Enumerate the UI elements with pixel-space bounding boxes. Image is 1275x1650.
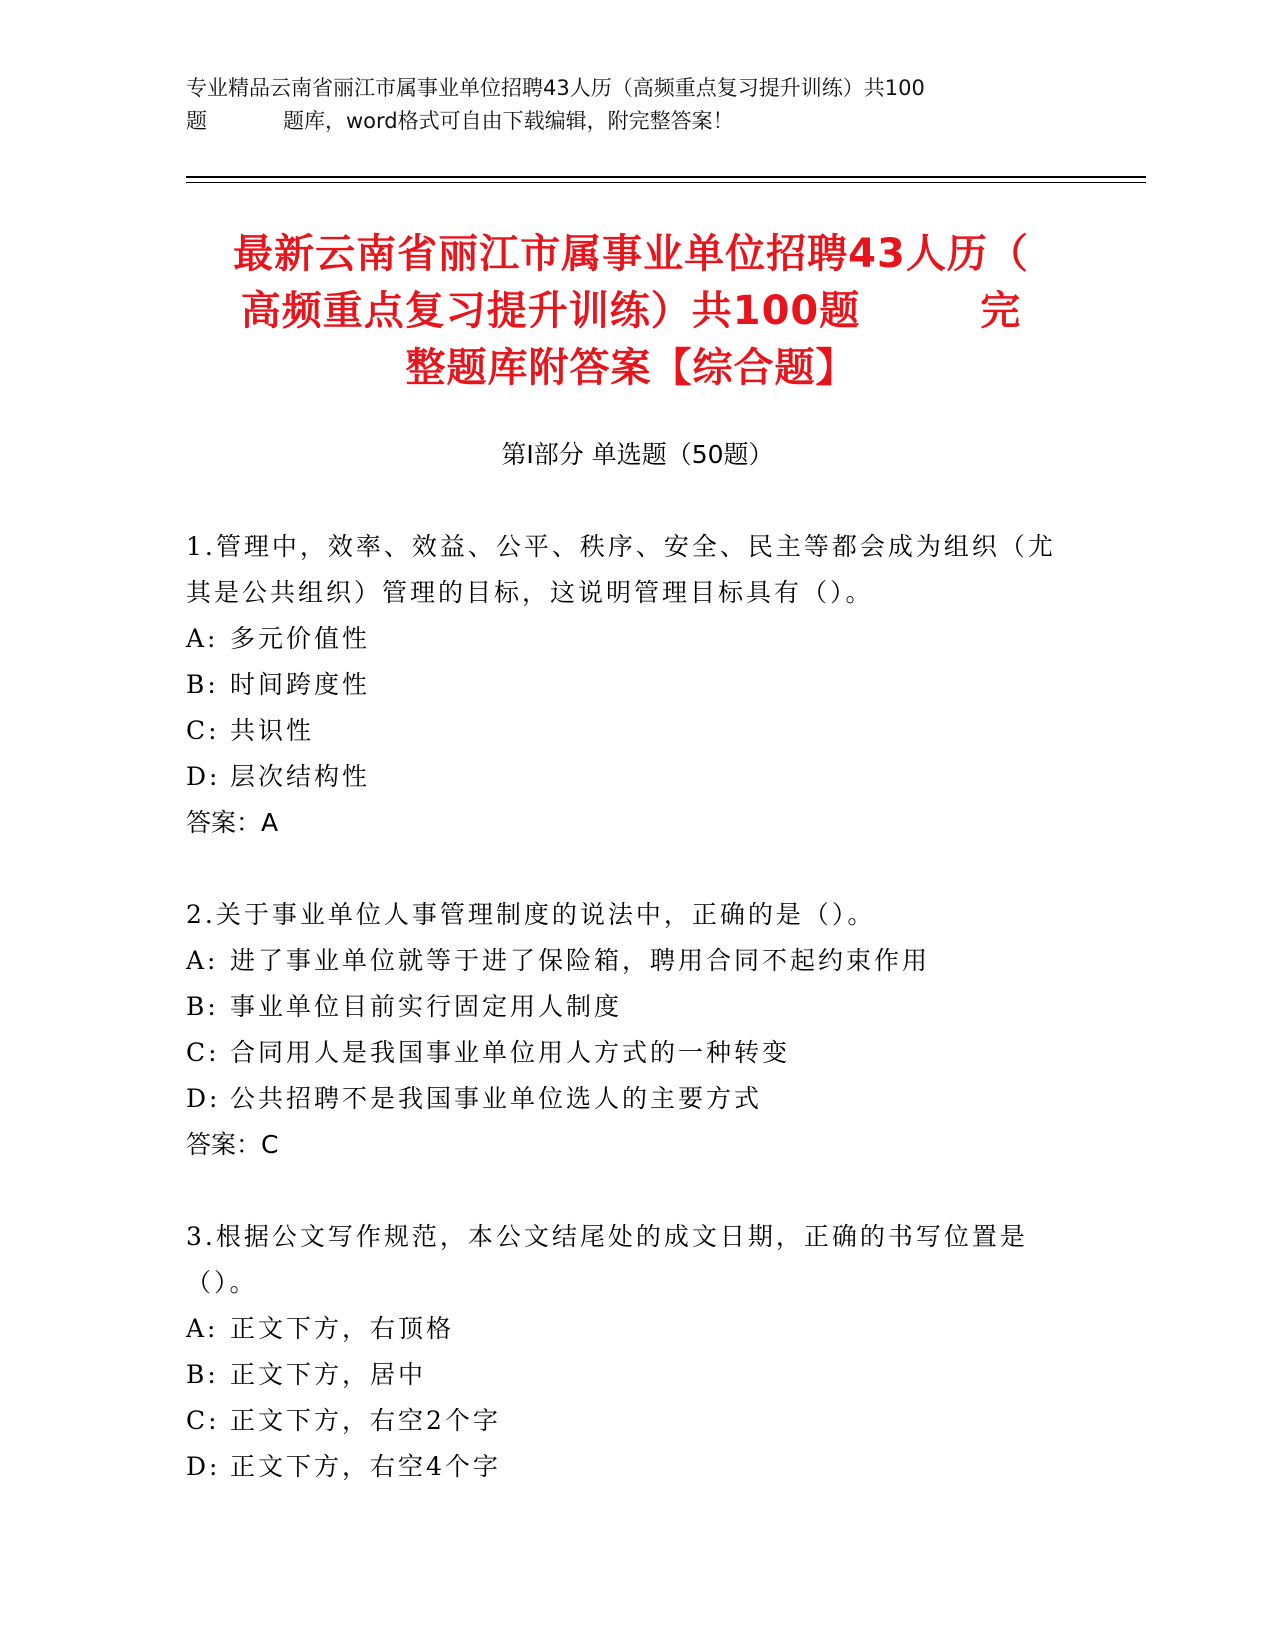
title-line-2 bbox=[186, 283, 1076, 340]
header-line-1: 专业精品云南省丽江市属事业单位招聘43人历（高频重点复习提升训练）共100 bbox=[186, 76, 925, 100]
question-list bbox=[186, 524, 1066, 1490]
option-text: 正文下方，右空2个字 bbox=[230, 1406, 501, 1435]
option-d bbox=[186, 754, 1066, 800]
option-letter: D: bbox=[186, 1452, 221, 1481]
option-b bbox=[186, 662, 1066, 708]
question-item bbox=[186, 524, 1066, 846]
option-text: 正文下方，右顶格 bbox=[230, 1314, 455, 1343]
header-line-2-left: 题 bbox=[186, 109, 207, 133]
option-letter: B: bbox=[186, 1360, 219, 1389]
title-line-2-right: 完 bbox=[980, 288, 1022, 334]
title-line-3: 整题库附答案【综合题】 bbox=[405, 345, 857, 391]
option-a bbox=[186, 616, 1066, 662]
option-letter: D: bbox=[186, 1084, 221, 1113]
question-item bbox=[186, 1214, 1066, 1490]
option-letter: B: bbox=[186, 992, 219, 1021]
option-text: 共识性 bbox=[230, 716, 315, 745]
option-text: 公共招聘不是我国事业单位选人的主要方式 bbox=[230, 1084, 763, 1113]
option-c bbox=[186, 1030, 1066, 1076]
option-b bbox=[186, 984, 1066, 1030]
header-line-2 bbox=[186, 105, 1066, 138]
header-rule-thick bbox=[186, 176, 1146, 178]
option-letter: D: bbox=[186, 762, 221, 791]
option-d bbox=[186, 1076, 1066, 1122]
option-c bbox=[186, 708, 1066, 754]
option-text: 正文下方，右空4个字 bbox=[230, 1452, 501, 1481]
option-c bbox=[186, 1398, 1066, 1444]
section-heading: 第Ⅰ部分 单选题（50题） bbox=[501, 440, 774, 469]
question-stem: 1.管理中，效率、效益、公平、秩序、安全、民主等都会成为组织（尤其是公共组织）管理的目标，这说明管理目标具有（）。 bbox=[186, 532, 1056, 607]
answer-line: 答案：A bbox=[186, 808, 279, 837]
option-a bbox=[186, 938, 1066, 984]
option-letter: C: bbox=[186, 716, 220, 745]
document-title bbox=[186, 226, 1076, 397]
option-letter: C: bbox=[186, 1038, 220, 1067]
header-line-2-right: 题库，word格式可自由下载编辑，附完整答案！ bbox=[283, 109, 734, 133]
option-text: 合同用人是我国事业单位用人方式的一种转变 bbox=[230, 1038, 791, 1067]
question-item bbox=[186, 892, 1066, 1168]
answer-line: 答案：C bbox=[186, 1130, 279, 1159]
option-text: 正文下方，居中 bbox=[230, 1360, 427, 1389]
option-text: 事业单位目前实行固定用人制度 bbox=[230, 992, 623, 1021]
option-letter: B: bbox=[186, 670, 219, 699]
option-letter: C: bbox=[186, 1406, 220, 1435]
question-stem: 3.根据公文写作规范，本公文结尾处的成文日期，正确的书写位置是（）。 bbox=[186, 1222, 1028, 1297]
option-text: 进了事业单位就等于进了保险箱，聘用合同不起约束作用 bbox=[230, 946, 931, 975]
option-b bbox=[186, 1352, 1066, 1398]
option-letter: A: bbox=[186, 1314, 219, 1343]
question-stem: 2.关于事业单位人事管理制度的说法中，正确的是（）。 bbox=[186, 900, 876, 929]
option-text: 多元价值性 bbox=[230, 624, 371, 653]
option-text: 时间跨度性 bbox=[230, 670, 371, 699]
page-header bbox=[186, 72, 1066, 138]
option-a bbox=[186, 1306, 1066, 1352]
option-d bbox=[186, 1444, 1066, 1490]
title-line-1: 最新云南省丽江市属事业单位招聘43人历（ bbox=[233, 231, 1029, 277]
option-letter: A: bbox=[186, 624, 219, 653]
header-rule-thin bbox=[186, 182, 1146, 183]
option-text: 层次结构性 bbox=[230, 762, 371, 791]
title-line-2-left: 高频重点复习提升训练）共100题 bbox=[240, 288, 861, 334]
option-letter: A: bbox=[186, 946, 219, 975]
